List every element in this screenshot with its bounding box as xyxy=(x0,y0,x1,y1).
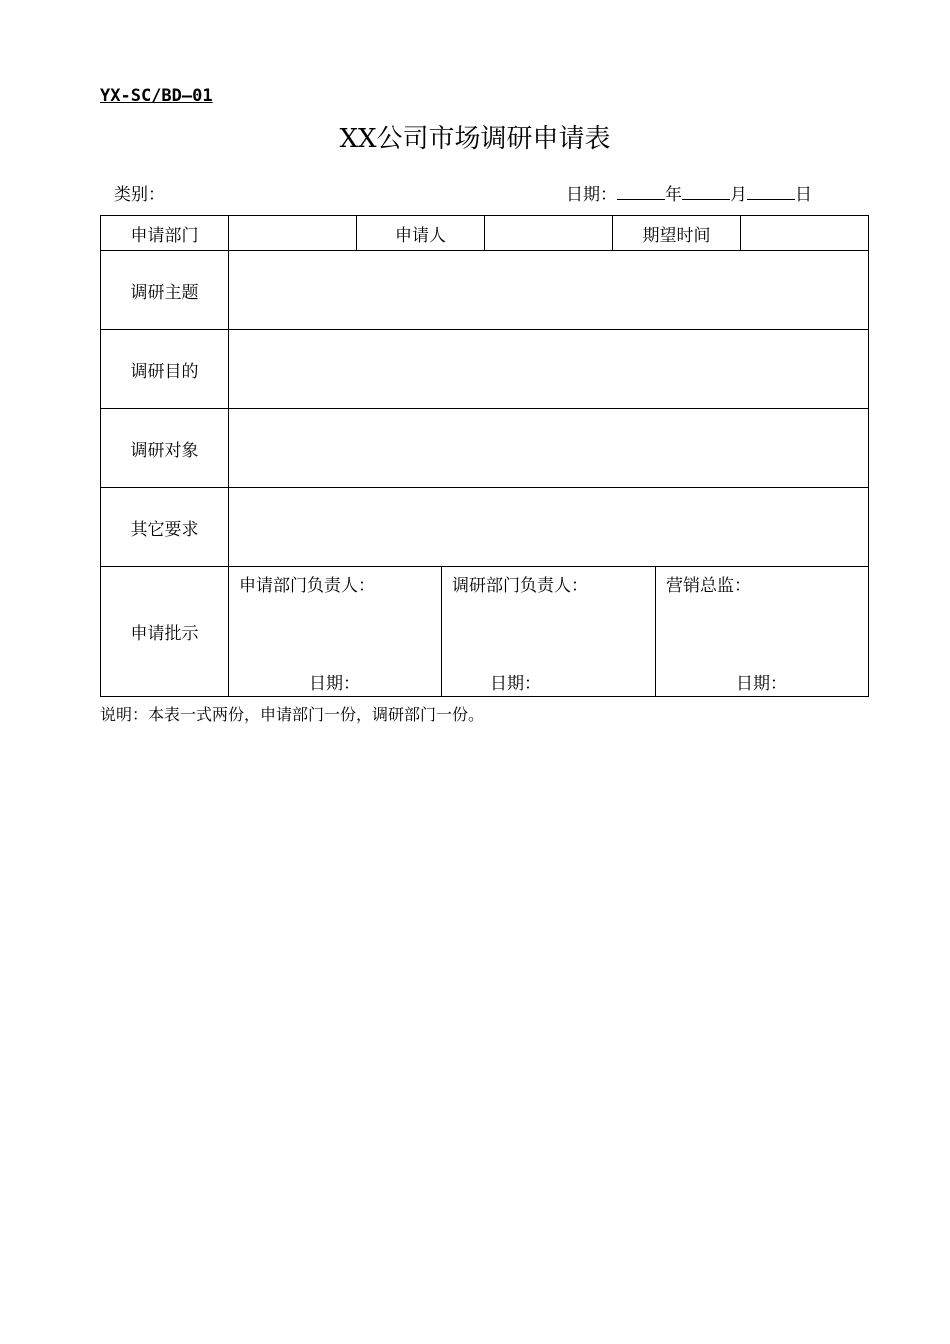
form-meta-row xyxy=(100,180,868,204)
approver-cell-marketing-director[interactable] xyxy=(656,567,869,697)
approval-label: 申请批示 xyxy=(101,567,229,697)
header-row xyxy=(101,216,869,251)
year-blank[interactable] xyxy=(617,181,665,200)
approver-title: 营销总监： xyxy=(666,576,751,596)
target-input-cell[interactable] xyxy=(229,409,869,488)
document-code: YX-SC/BD—01 xyxy=(100,86,213,106)
expected-time-input-cell[interactable] xyxy=(741,216,869,251)
date-label: 日期： xyxy=(566,185,617,205)
approver-title: 调研部门负责人： xyxy=(452,576,588,596)
field-label: 调研目的 xyxy=(101,330,229,409)
day-blank[interactable] xyxy=(747,181,795,200)
month-blank[interactable] xyxy=(682,181,730,200)
page-title: XX公司市场调研申请表 xyxy=(339,124,611,154)
approver-cell-research-dept[interactable] xyxy=(442,567,656,697)
applicant-input-cell[interactable] xyxy=(485,216,613,251)
date-field xyxy=(566,180,812,205)
purpose-input-cell[interactable] xyxy=(229,330,869,409)
approver-date-label: 日期： xyxy=(736,674,787,694)
field-row-topic xyxy=(101,251,869,330)
form-note: 说明：本表一式两份，申请部门一份，调研部门一份。 xyxy=(100,705,485,724)
approver-date-label: 日期： xyxy=(309,674,360,694)
dept-label: 申请部门 xyxy=(101,216,229,251)
approval-row xyxy=(101,567,869,697)
dept-input-cell[interactable] xyxy=(229,216,357,251)
application-form-table xyxy=(100,215,869,697)
approver-date-label: 日期： xyxy=(490,674,541,694)
field-label: 调研对象 xyxy=(101,409,229,488)
other-input-cell[interactable] xyxy=(229,488,869,567)
field-row-other xyxy=(101,488,869,567)
field-row-purpose xyxy=(101,330,869,409)
approver-cell-applicant-dept[interactable] xyxy=(229,567,442,697)
applicant-label: 申请人 xyxy=(357,216,485,251)
year-label: 年 xyxy=(665,185,682,205)
expected-time-label: 期望时间 xyxy=(613,216,741,251)
approver-title: 申请部门负责人： xyxy=(239,576,375,596)
field-row-target xyxy=(101,409,869,488)
day-label: 日 xyxy=(795,185,812,205)
topic-input-cell[interactable] xyxy=(229,251,869,330)
category-label: 类别： xyxy=(114,185,165,205)
field-label: 调研主题 xyxy=(101,251,229,330)
month-label: 月 xyxy=(730,185,747,205)
field-label: 其它要求 xyxy=(101,488,229,567)
